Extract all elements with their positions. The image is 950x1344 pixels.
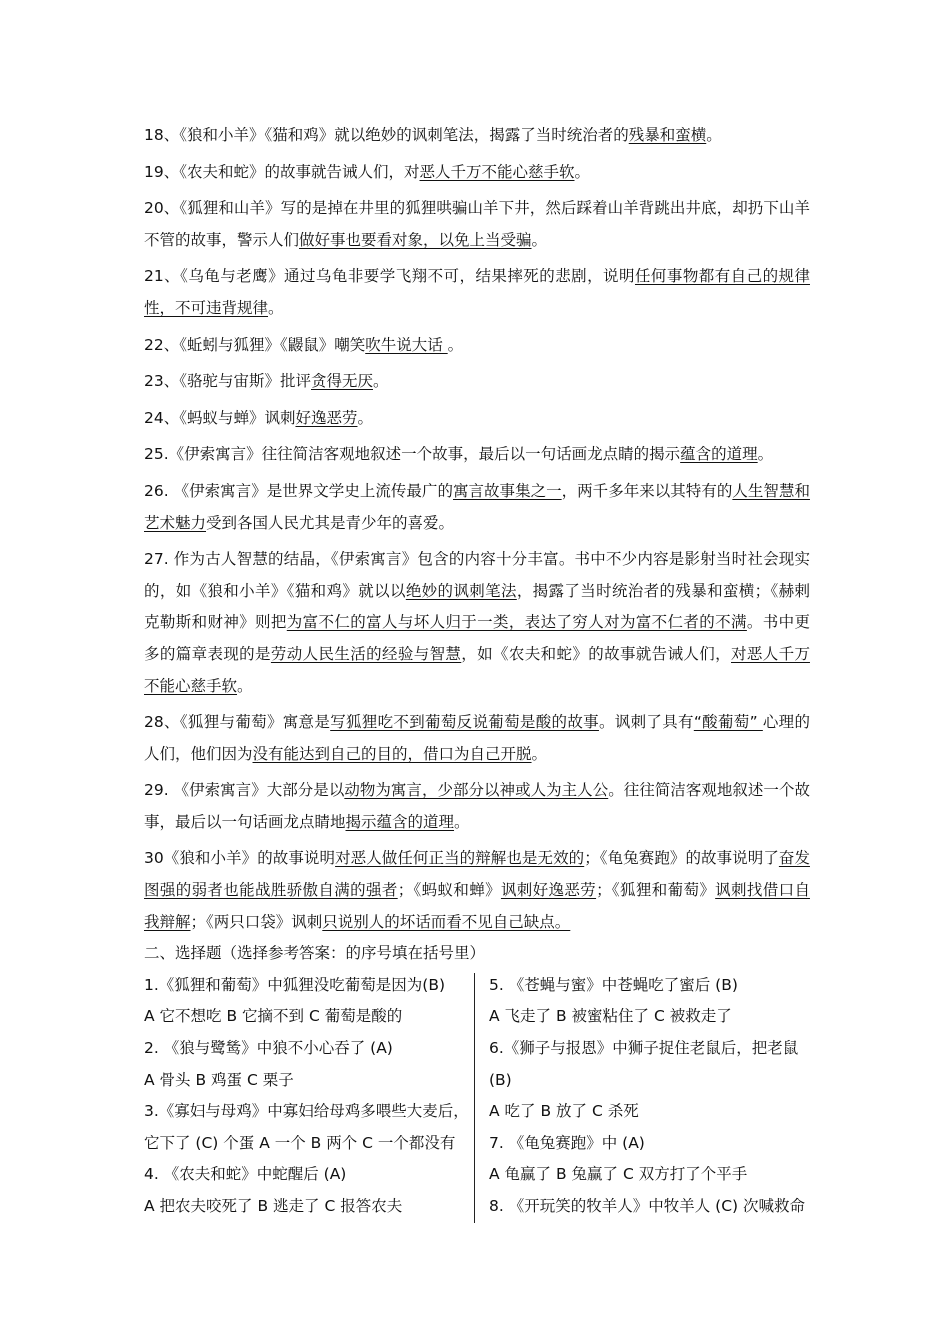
answer-text: 。: [268, 298, 284, 317]
answer-underlined-text: 好逸恶劳: [295, 408, 358, 427]
choice-column-left: [144, 970, 474, 1223]
choice-line: 2. 《狼与鹭鸶》中狼不小心吞了 (A): [144, 1039, 393, 1058]
answer-text: 26. 《伊索寓言》是世界文学史上流传最广的: [144, 481, 453, 500]
answer-text: 29. 《伊索寓言》大部分是以: [144, 781, 345, 800]
answer-text: 。书中更多的篇章表现的是: [144, 613, 810, 663]
section-title: 二、选择题（选择参考答案：的序号填在括号里）: [144, 944, 486, 963]
choice-line: A 飞走了 B 被蜜粘住了 C 被救走了: [489, 1007, 732, 1026]
answer-underlined-text: 吹牛说大话: [365, 335, 448, 354]
answer-item-20: [144, 193, 810, 256]
choice-line: 1.《狐狸和葡萄》中狐狸没吃葡萄是因为(B): [144, 975, 446, 994]
answer-text: ，两千多年来以其特有的: [561, 481, 733, 500]
answer-text: 。: [757, 445, 774, 464]
answer-list: [144, 120, 810, 938]
answer-text: ，揭露了当时统治者的残暴和蛮横；《赫剌克勒斯和财神》则把: [144, 581, 810, 632]
answer-text: 23、《骆驼与宙斯》批评: [144, 372, 311, 391]
answer-item-23: [144, 366, 810, 398]
answer-text: 19、《农夫和蛇》的故事就告诫人们，对: [144, 162, 420, 181]
answer-text: ；《两只口袋》讽刺: [190, 912, 323, 931]
answer-underlined-text: 恶人千万不能心慈手软: [419, 162, 575, 181]
answer-item-27: [144, 544, 810, 702]
answer-underlined-text: 蕴含的道理: [680, 445, 758, 464]
answer-text: 27. 作为古人智慧的结晶，《伊索寓言》包含的内容十分丰富。书中不少内容是影射当时社会现实的，如《狼和小羊》《猫和鸡》就以以: [144, 550, 810, 600]
answer-item-28: [144, 707, 810, 770]
answer-item-22: [144, 330, 810, 362]
answer-text: 。: [357, 408, 374, 427]
answer-item-29: [144, 775, 810, 838]
answer-text: 21、《乌龟与老鹰》通过乌龟非要学飞翔不可，结果摔死的悲剧，说明: [144, 267, 635, 286]
answer-text: ；《蚂蚁和蝉》: [397, 881, 501, 900]
answer-text: ，如《农夫和蛇》的故事就告诫人们，: [461, 644, 731, 663]
answer-underlined-text: “酸葡萄”: [693, 713, 763, 732]
answer-underlined-text: 写狐狸吃不到葡萄反说葡萄是酸的故事: [330, 713, 599, 732]
answer-text: 。: [531, 744, 548, 763]
answer-text: 25.《伊索寓言》往往简洁客观地叙述一个故事，最后以一句话画龙点睛的揭示: [144, 445, 681, 464]
answer-text: 心理的人们，他们因为: [144, 713, 810, 763]
answer-underlined-text: 动物为寓言，少部分以神或人为主人公: [344, 781, 609, 800]
choice-line: A 骨头 B 鸡蛋 C 栗子: [144, 1070, 294, 1089]
answer-text: 24、《蚂蚁与蝉》讽刺: [144, 408, 296, 427]
answer-underlined-text: 对恶人千万不能心慈手软: [144, 644, 810, 695]
answer-text: 受到各国人民尤其是青少年的喜爱。: [206, 513, 455, 532]
answer-underlined-text: 对恶人做任何正当的辩解也是无效的: [335, 849, 585, 868]
choice-line: A 吃了 B 放了 C 杀死: [489, 1102, 639, 1121]
answer-underlined-text: 讽刺好逸恶劳: [500, 881, 597, 900]
answer-underlined-text: 做好事也要看对象，以免上当受骗: [299, 230, 532, 249]
answer-underlined-text: 没有能达到自己的目的，借口为自己开脱: [252, 744, 532, 763]
document-page: [144, 120, 810, 1223]
answer-text: 。: [237, 676, 253, 695]
answer-text: 。: [531, 230, 548, 249]
answer-text: 22、《蚯蚓与狐狸》《鼹鼠》嘲笑: [144, 335, 366, 354]
answer-item-26: [144, 476, 810, 539]
answer-text: 。往往简洁客观地叙述一个故事，最后以一句话画龙点睛地: [144, 781, 810, 831]
choice-columns: [144, 970, 810, 1223]
answer-underlined-text: 劳动人民生活的经验与智慧: [270, 644, 462, 663]
choice-line: 3.《寡妇与母鸡》中寡妇给母鸡多喂些大麦后，它下了 (C) 个蛋 A 一个 B 两个 C 一个都没有: [144, 1102, 469, 1152]
choice-line: 7. 《龟兔赛跑》中 (A): [489, 1133, 645, 1152]
choice-line: 6.《狮子与报恩》中狮子捉住老鼠后，把老鼠 (B): [489, 1039, 799, 1089]
answer-text: 30《狼和小羊》的故事说明: [144, 849, 336, 868]
answer-text: 28、《狐狸与葡萄》寓意是: [144, 713, 331, 732]
choice-column-right: [489, 970, 809, 1223]
answer-item-30: [144, 843, 810, 938]
answer-underlined-text: 揭示蕴含的道理: [345, 812, 455, 831]
choice-line: 8. 《开玩笑的牧羊人》中牧羊人 (C) 次喊救命: [489, 1197, 805, 1215]
answer-item-25: [144, 439, 810, 471]
answer-item-18: [144, 120, 810, 152]
answer-underlined-text: 绝妙的讽刺笔法: [405, 581, 517, 600]
answer-text: 。讽刺了具有: [598, 713, 694, 732]
answer-underlined-text: 讽刺找借口自我辩解: [144, 881, 810, 931]
answer-text: 。: [447, 335, 464, 354]
choice-line: A 把农夫咬死了 B 逃走了 C 报答农夫: [144, 1197, 403, 1215]
answer-text: 20、《狐狸和山羊》写的是掉在井里的狐狸哄骗山羊下井，然后踩着山羊背跳出井底，却扔下山羊不管的故事，警示人们: [144, 199, 810, 249]
answer-text: 。: [706, 126, 722, 144]
answer-underlined-text: 寓言故事集之一: [452, 481, 562, 500]
answer-underlined-text: 只说别人的坏话而看不见自己缺点。: [322, 912, 571, 931]
choice-line: A 龟赢了 B 兔赢了 C 双方打了个平手: [489, 1165, 748, 1184]
choice-line: 4. 《农夫和蛇》中蛇醒后 (A): [144, 1165, 347, 1184]
answer-underlined-text: 贪得无厌: [310, 372, 373, 391]
answer-text: 。: [454, 812, 470, 831]
column-divider: [474, 973, 475, 1223]
answer-text: ；《狐狸和葡萄》: [596, 881, 716, 900]
answer-item-24: [144, 403, 810, 435]
choice-line: A 它不想吃 B 它摘不到 C 葡萄是酸的: [144, 1007, 403, 1026]
answer-underlined-text: 奋发图强的弱者也能战胜骄傲自满的强者: [144, 849, 810, 900]
answer-text: 。: [373, 372, 389, 391]
answer-underlined-text: 残暴和蛮横: [628, 126, 707, 144]
answer-item-19: [144, 157, 810, 189]
answer-text: 18、《狼和小羊》《猫和鸡》就以绝妙的讽刺笔法，揭露了当时统治者的: [144, 126, 629, 144]
answer-underlined-text: 任何事物都有自己的规律性，不可违背规律: [144, 267, 810, 317]
answer-text: 。: [574, 162, 591, 181]
answer-underlined-text: 人生智慧和艺术魅力: [144, 481, 810, 532]
answer-item-21: [144, 261, 810, 324]
answer-underlined-text: 为富不仁的富人与坏人归于一类，表达了穷人对为富不仁者的不满: [286, 613, 747, 632]
answer-text: ；《龟兔赛跑》的故事说明了: [584, 849, 779, 868]
choice-line: 5. 《苍蝇与蜜》中苍蝇吃了蜜后 (B): [489, 975, 738, 994]
